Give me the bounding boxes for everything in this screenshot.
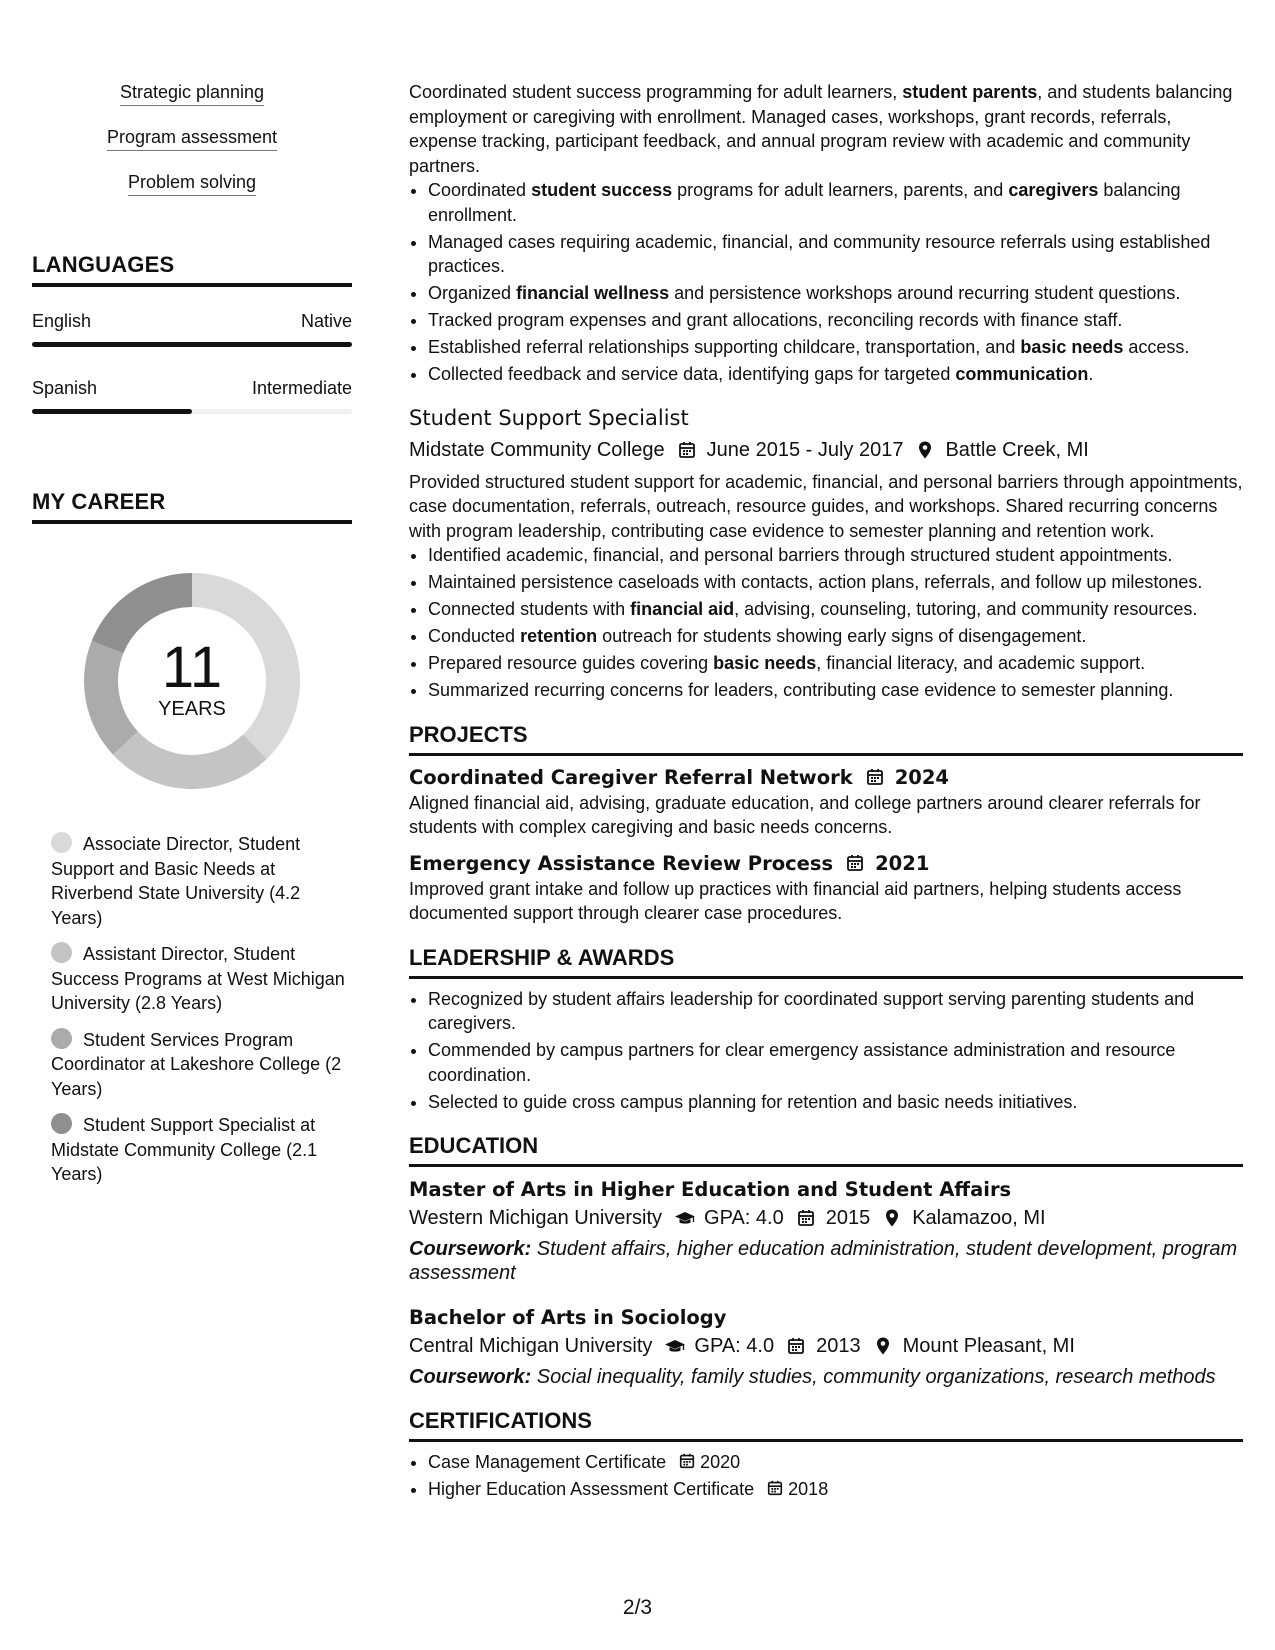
legend-dot-icon bbox=[51, 1113, 72, 1134]
skill-item: Program assessment bbox=[107, 125, 277, 151]
career-total-years: 11 bbox=[161, 635, 223, 700]
coursework-text: Student affairs, higher education administration, student development, program assessment bbox=[409, 1238, 1238, 1284]
job-company: Midstate Community College bbox=[409, 438, 665, 461]
job-summary: Provided structured student support for academic, financial, and personal barriers through appointments, case documentation, referrals, outreach, resource guides, and workshops. Shared recurring concerns with program leadership, contributing case evidence to semester planning and retention work. bbox=[409, 471, 1243, 541]
graduation-year: 2015 bbox=[825, 1207, 871, 1229]
calendar-icon bbox=[845, 853, 865, 873]
certification-name: Case Management Certificate bbox=[428, 1452, 667, 1472]
school-name: Central Michigan University bbox=[409, 1335, 653, 1357]
career-total-unit: YEARS bbox=[158, 698, 226, 720]
certification-item bbox=[428, 1450, 1243, 1475]
coursework bbox=[409, 1237, 1243, 1285]
experience-entry bbox=[409, 80, 1243, 387]
job-bullet: • Established referral relationships supporting childcare, transportation, and basic needs access. bbox=[428, 335, 1243, 360]
calendar-icon bbox=[766, 1479, 784, 1497]
career-legend-text: Assistant Director, Student Success Programs at West Michigan University (2.8 Years) bbox=[51, 944, 345, 1013]
leadership-bullet: • Selected to guide cross campus planning for retention and basic needs initiatives. bbox=[428, 1090, 1243, 1115]
language-level: Intermediate bbox=[251, 378, 352, 398]
coursework-label: Coursework: bbox=[409, 1366, 532, 1388]
coursework bbox=[409, 1365, 1243, 1389]
job-bullet: • Tracked program expenses and grant allocations, reconciling records with finance staff. bbox=[428, 308, 1243, 333]
skill-item: Strategic planning bbox=[120, 80, 264, 106]
certification-item bbox=[428, 1477, 1243, 1502]
job-bullet: • Organized financial wellness and persistence workshops around recurring student questions. bbox=[428, 281, 1243, 306]
skill-item: Problem solving bbox=[128, 170, 256, 196]
certification-year: 2020 bbox=[700, 1452, 741, 1472]
career-legend-text: Associate Director, Student Support and Basic Needs at Riverbend State University (4.2 Years) bbox=[51, 834, 301, 928]
career-legend-item bbox=[32, 1113, 352, 1187]
job-bullet: • Managed cases requiring academic, financial, and community resource referrals using established practices. bbox=[428, 230, 1243, 279]
job-bullet: • Summarized recurring concerns for leaders, contributing case evidence to semester planning. bbox=[428, 678, 1243, 703]
career-legend bbox=[32, 832, 352, 1187]
language-proficiency-fill bbox=[32, 342, 352, 347]
experience-entry bbox=[409, 404, 1243, 703]
language-item bbox=[32, 310, 352, 347]
language-name: English bbox=[32, 311, 92, 331]
projects-heading: PROJECTS bbox=[409, 721, 1243, 756]
legend-dot-icon bbox=[51, 832, 72, 853]
education-section bbox=[409, 1132, 1243, 1389]
calendar-icon bbox=[678, 1452, 696, 1470]
project-year: 2021 bbox=[875, 851, 930, 875]
career-heading: MY CAREER bbox=[32, 489, 352, 524]
language-proficiency-bar bbox=[32, 409, 352, 414]
job-title: Student Support Specialist bbox=[409, 405, 689, 430]
location-pin-icon bbox=[882, 1208, 902, 1228]
job-bullets bbox=[409, 543, 1243, 703]
certifications-heading: CERTIFICATIONS bbox=[409, 1407, 1243, 1442]
project-year: 2024 bbox=[894, 765, 949, 789]
project-title: Emergency Assistance Review Process bbox=[409, 851, 834, 875]
sidebar bbox=[32, 80, 352, 1199]
project-title: Coordinated Caregiver Referral Network bbox=[409, 765, 853, 789]
job-bullet: • Coordinated student success programs for adult learners, parents, and caregivers balancing enrollment. bbox=[428, 178, 1243, 227]
career-legend-text: Student Services Program Coordinator at Lakeshore College (2 Years) bbox=[51, 1029, 342, 1099]
school-name: Western Michigan University bbox=[409, 1207, 663, 1229]
career-legend-item bbox=[32, 942, 352, 1016]
job-dates: June 2015 - July 2017 bbox=[706, 438, 904, 461]
certification-name: Higher Education Assessment Certificate bbox=[428, 1479, 755, 1499]
coursework-label: Coursework: bbox=[409, 1238, 532, 1260]
career-legend-text: Student Support Specialist at Midstate Community College (2.1 Years) bbox=[51, 1115, 318, 1184]
degree-title: Bachelor of Arts in Sociology bbox=[409, 1306, 727, 1329]
legend-dot-icon bbox=[51, 1028, 72, 1049]
language-proficiency-bar bbox=[32, 342, 352, 347]
certification-list bbox=[409, 1450, 1243, 1502]
school-location: Kalamazoo, MI bbox=[912, 1207, 1046, 1229]
legend-dot-icon bbox=[51, 942, 72, 963]
education-entry bbox=[409, 1305, 1243, 1389]
job-meta bbox=[409, 436, 1243, 464]
job-bullet: • Collected feedback and service data, identifying gaps for targeted communication. bbox=[428, 362, 1243, 387]
job-summary: Coordinated student success programming for adult learners, student parents, and students balancing employment or caregiving with enrollment. Managed cases, workshops, grant records, referrals, expense tracking, participant feedback, and annual program review with academic and community partners. bbox=[409, 82, 1233, 176]
project-description: Improved grant intake and follow up practices with financial aid partners, helping students access documented support through clearer case procedures. bbox=[409, 878, 1182, 923]
calendar-icon bbox=[865, 767, 885, 787]
job-bullet: • Prepared resource guides covering basic needs, financial literacy, and academic support. bbox=[428, 651, 1243, 676]
coursework-text: Social inequality, family studies, community organizations, research methods bbox=[531, 1366, 1216, 1388]
location-pin-icon bbox=[915, 440, 935, 460]
career-section bbox=[32, 489, 352, 1187]
leadership-section bbox=[409, 944, 1243, 1115]
graduation-cap-icon bbox=[674, 1208, 694, 1228]
job-bullet: • Conducted retention outreach for students showing early signs of disengagement. bbox=[428, 624, 1243, 649]
languages-section bbox=[32, 252, 352, 414]
language-level: Native bbox=[300, 311, 352, 331]
school-location: Mount Pleasant, MI bbox=[902, 1335, 1075, 1357]
education-meta bbox=[409, 1331, 1243, 1361]
leadership-heading: LEADERSHIP & AWARDS bbox=[409, 944, 1243, 979]
job-bullets bbox=[409, 178, 1243, 387]
certification-year: 2018 bbox=[788, 1479, 829, 1499]
career-donut-slice bbox=[113, 731, 267, 789]
calendar-icon bbox=[796, 1208, 816, 1228]
job-bullet: • Identified academic, financial, and personal barriers through structured student appointments. bbox=[428, 543, 1243, 568]
education-heading: EDUCATION bbox=[409, 1132, 1243, 1167]
job-bullet: • Maintained persistence caseloads with contacts, action plans, referrals, and follow up milestones. bbox=[428, 570, 1243, 595]
page-number: 2/3 bbox=[622, 1596, 653, 1619]
career-legend-item bbox=[32, 1028, 352, 1102]
degree-title: Master of Arts in Higher Education and Student Affairs bbox=[409, 1178, 1012, 1201]
language-proficiency-fill bbox=[32, 409, 192, 414]
gpa: GPA: 4.0 bbox=[694, 1335, 775, 1357]
education-entry bbox=[409, 1177, 1243, 1285]
graduation-year: 2013 bbox=[816, 1335, 861, 1357]
graduation-cap-icon bbox=[664, 1336, 684, 1356]
career-legend-item bbox=[32, 832, 352, 930]
languages-heading: LANGUAGES bbox=[32, 252, 352, 287]
job-location: Battle Creek, MI bbox=[945, 438, 1089, 461]
project-entry bbox=[409, 850, 1243, 926]
career-donut-center bbox=[77, 566, 307, 721]
calendar-icon bbox=[786, 1336, 806, 1356]
certifications-section bbox=[409, 1407, 1243, 1502]
main-content bbox=[409, 80, 1243, 1504]
education-meta bbox=[409, 1203, 1243, 1233]
location-pin-icon bbox=[873, 1336, 893, 1356]
job-bullet: • Connected students with financial aid, advising, counseling, tutoring, and community resources. bbox=[428, 597, 1243, 622]
language-name: Spanish bbox=[32, 378, 98, 398]
skills-list bbox=[32, 80, 352, 215]
leadership-bullets bbox=[409, 987, 1243, 1115]
gpa: GPA: 4.0 bbox=[704, 1207, 784, 1229]
career-donut-chart bbox=[77, 566, 307, 796]
language-item bbox=[32, 377, 352, 414]
project-description: Aligned financial aid, advising, graduate education, and college partners around clearer referrals for students with complex caregiving and basic needs concerns. bbox=[409, 792, 1201, 837]
leadership-bullet: • Recognized by student affairs leadership for coordinated support serving parenting students and caregivers. bbox=[428, 987, 1243, 1036]
project-entry bbox=[409, 764, 1243, 840]
projects-section bbox=[409, 721, 1243, 926]
leadership-bullet: • Commended by campus partners for clear emergency assistance administration and resource coordination. bbox=[428, 1038, 1243, 1087]
calendar-icon bbox=[677, 440, 697, 460]
